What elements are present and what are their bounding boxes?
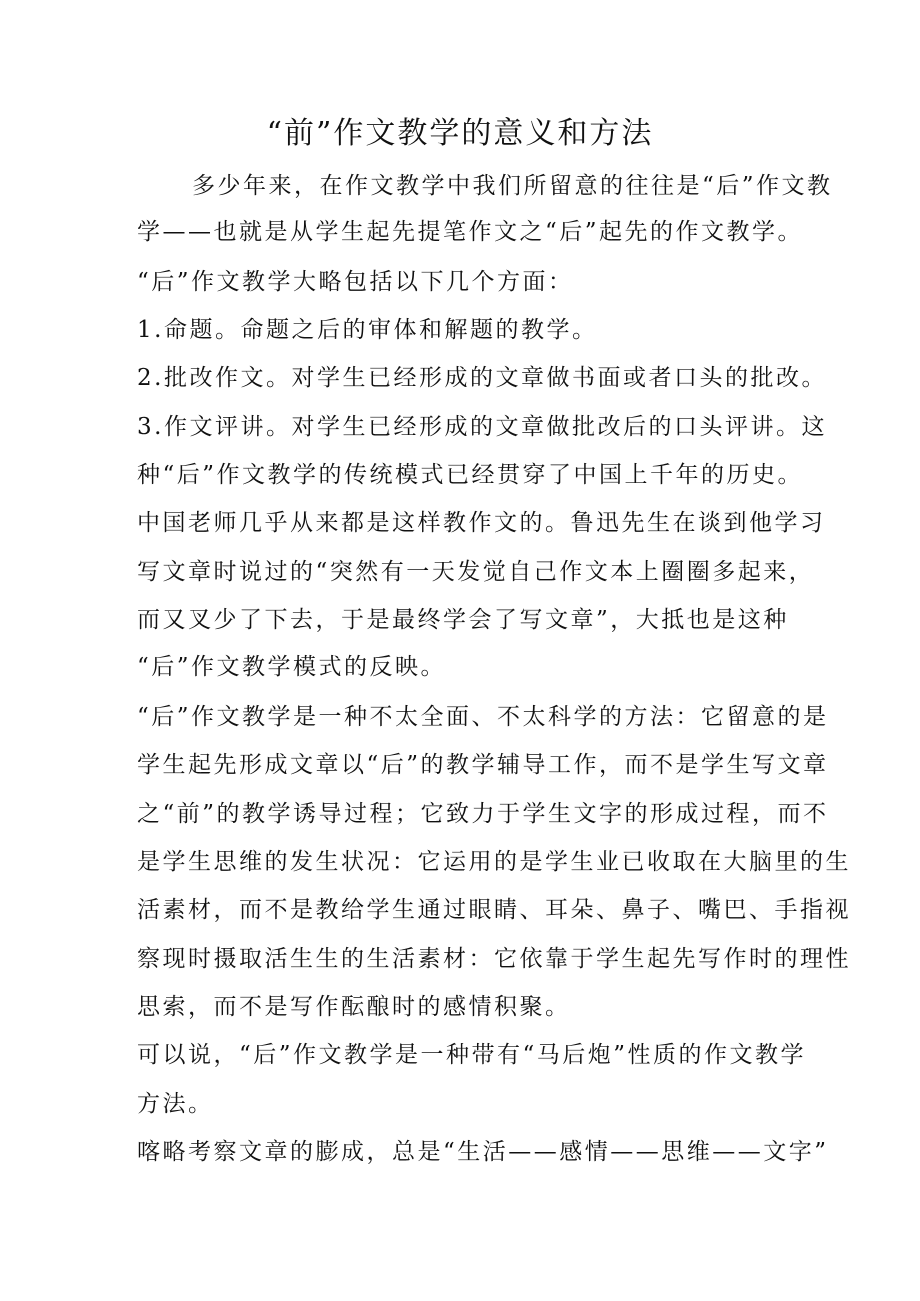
list-item-3: 3.作文评讲。对学生已经形成的文章做批改后的口头评讲。这 xyxy=(137,414,827,440)
paragraph-line: 可以说，“后”作文教学是一种带有“马后炮”性质的作文教学 xyxy=(137,1042,807,1068)
document-title: “前”作文教学的意义和方法 xyxy=(266,116,654,151)
paragraph-line: 察现时摄取活生生的生活素材：它依靠于学生起先写作时的理性 xyxy=(137,946,851,972)
paragraph-line: 活素材，而不是教给学生通过眼睛、耳朵、鼻子、嘴巴、手指视 xyxy=(137,897,851,923)
paragraph-line: 写文章时说过的“突然有一天发觉自己作文本上圈圈多起来， xyxy=(137,559,815,585)
paragraph-line: 是学生思维的发生状况：它运用的是学生业已收取在大脑里的生 xyxy=(137,849,851,875)
paragraph-line: 种“后”作文教学的传统模式已经贯穿了中国上千年的历史。 xyxy=(137,462,804,488)
paragraph-line: “后”作文教学是一种不太全面、不太科学的方法：它留意的是 xyxy=(137,704,829,730)
paragraph-line: 而又叉少了下去，于是最终学会了写文章”，大抵也是这种 xyxy=(137,607,789,633)
list-item-1: 1.命题。命题之后的审体和解题的教学。 xyxy=(137,317,598,343)
paragraph-line: 方法。 xyxy=(137,1091,214,1117)
paragraph-line: 喀略考察文章的膨成，总是“生活——感情——思维——文字” xyxy=(137,1139,829,1165)
paragraph-line: 学——也就是从学生起先提笔作文之“后”起先的作文教学。 xyxy=(137,219,804,245)
paragraph-line: 中国老师几乎从来都是这样教作文的。鲁迅先生在谈到他学习 xyxy=(137,510,826,536)
list-item-2: 2.批改作文。对学生已经形成的文章做书面或者口头的批改。 xyxy=(137,365,827,391)
paragraph-line: “后”作文教学大略包括以下几个方面： xyxy=(137,269,574,295)
paragraph-line: 学生起先形成文章以“后”的教学辅导工作，而不是学生写文章 xyxy=(137,752,829,778)
paragraph-line: 思索，而不是写作酝酿时的感情积聚。 xyxy=(137,994,571,1020)
paragraph-line: 之“前”的教学诱导过程；它致力于学生文字的形成过程，而不 xyxy=(137,801,829,827)
paragraph-line: 多少年来，在作文教学中我们所留意的往往是“后”作文教 xyxy=(192,173,833,199)
paragraph-line: “后”作文教学模式的反映。 xyxy=(137,654,447,680)
